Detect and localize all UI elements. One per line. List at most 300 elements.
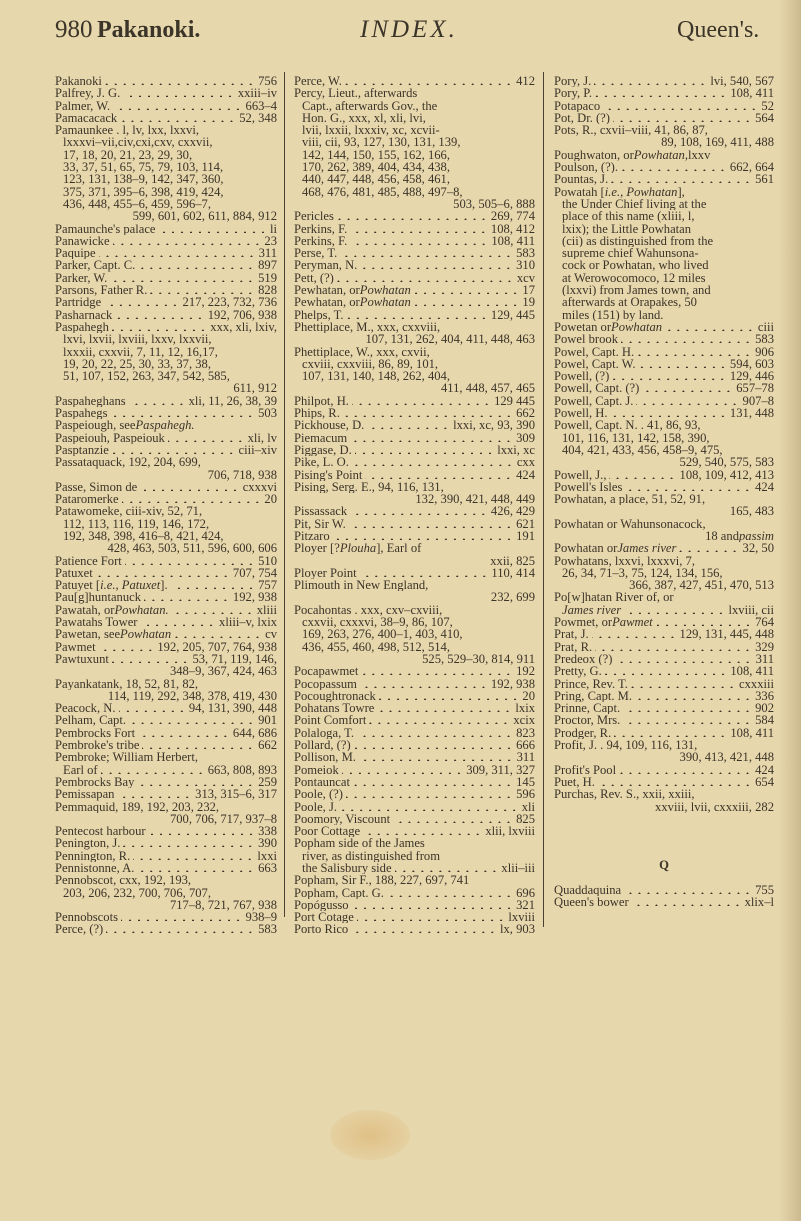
entry-text: Pring, Capt. M.	[554, 689, 633, 703]
page-references: 192	[516, 665, 535, 678]
index-column-3-lines	[554, 75, 774, 813]
entry-italic-text: Powhatan	[359, 296, 411, 309]
entry-text: Prinne, Capt.	[554, 702, 621, 715]
index-entry	[55, 75, 277, 87]
dot-leader	[592, 628, 677, 638]
index-entry	[55, 727, 277, 739]
page-references: 662	[258, 739, 277, 752]
entry-text: 366, 387, 427, 451, 470, 513	[629, 579, 774, 592]
entry-text: 611, 912	[233, 382, 277, 395]
dot-leader	[350, 432, 513, 442]
index-entry-line	[55, 149, 277, 161]
index-entry	[554, 87, 774, 99]
entry-text: Pembrocks Fort	[55, 726, 136, 740]
index-entry	[554, 690, 774, 702]
entry-italic-text: Powhatan.	[114, 603, 169, 617]
page-references: 621	[516, 517, 535, 530]
entry-text: Pett, (?)	[294, 271, 334, 285]
index-entry	[55, 714, 277, 726]
index-entry-line	[294, 370, 535, 382]
index-entry	[294, 407, 535, 419]
entry-italic-text: Pawmet	[612, 616, 653, 629]
entry-text: 404, 421, 433, 456, 458–9, 475,	[562, 443, 723, 457]
index-entry-line	[55, 358, 277, 370]
index-entry	[554, 616, 774, 628]
index-entry	[554, 358, 774, 370]
index-entry	[55, 481, 277, 493]
index-entry-line	[55, 346, 277, 358]
page-references: lxxi, xc, 93, 390	[453, 419, 535, 432]
index-entry	[554, 764, 774, 776]
page-references: 108, 411	[730, 665, 774, 678]
dot-leader	[636, 395, 739, 405]
page-references: 596	[516, 788, 535, 801]
index-entry	[55, 407, 277, 419]
page-references: lxviii	[508, 911, 535, 924]
page-references: lx, 903	[500, 923, 535, 936]
entry-text: Paspeiouh, Paspeiouk	[55, 431, 165, 444]
page-references: xlii, lxviii	[485, 825, 535, 838]
entry-text: Pawatahs Tower	[55, 616, 138, 629]
entry-italic-text: i.e., Powhatan	[604, 185, 678, 198]
index-entry	[55, 678, 277, 690]
index-entry-line	[294, 112, 535, 124]
dot-leader	[123, 837, 255, 847]
page-references: 901	[258, 714, 277, 727]
entry-text: Pewhatan, or	[294, 296, 360, 309]
index-entry	[294, 456, 535, 468]
entry-text: Pennobscot, cxx, 192, 193,	[55, 874, 192, 887]
index-entry	[55, 100, 277, 112]
index-entry-line	[554, 604, 774, 616]
page-references: 108, 411	[730, 726, 774, 740]
entry-text: Pory, J.	[554, 75, 592, 88]
index-entry	[55, 911, 277, 923]
dot-leader	[123, 87, 235, 97]
entry-text: Powel, Capt. H.	[554, 345, 635, 358]
entry-text: Powell, Capt. J.	[554, 394, 634, 408]
entry-text: Pickhouse, D.	[294, 419, 365, 432]
dot-leader	[360, 259, 513, 269]
entry-text: 390, 413, 421, 448	[679, 751, 774, 764]
page-references: cxxxvi	[242, 480, 277, 494]
index-entry-line	[554, 247, 774, 259]
index-entry-line	[554, 296, 774, 308]
dot-leader	[122, 493, 262, 503]
dot-leader	[113, 100, 242, 110]
index-entry-line	[554, 198, 774, 210]
entry-text: Paspaheghans	[55, 394, 126, 408]
entry-text: 428, 463, 503, 511, 596, 600, 606	[107, 542, 277, 555]
entry-italic-text: Powhatan	[120, 628, 172, 641]
dot-leader	[365, 469, 513, 479]
entry-text: 440, 447, 448, 456, 458, 461,	[302, 173, 450, 186]
index-entry	[55, 235, 277, 247]
index-entry	[55, 862, 277, 874]
dot-leader	[350, 223, 488, 233]
dot-leader	[347, 309, 488, 319]
page-references: 108, 411	[491, 234, 535, 248]
entry-text: Prince, Rev. T.	[554, 677, 628, 690]
entry-text: Patawomeke, ciii-xiv, 52, 71,	[55, 505, 203, 518]
dot-leader	[113, 235, 262, 245]
entry-text: (lxxvi) from James town, and	[562, 284, 711, 297]
entry-text: Porto Rico	[294, 923, 349, 936]
index-entry	[294, 419, 535, 431]
entry-text: Powell, (?)	[554, 370, 610, 383]
entry-text: 436, 448, 455–6, 459, 596–7,	[63, 197, 211, 211]
dot-leader	[340, 247, 513, 257]
entry-text: Queen's bower	[554, 896, 629, 909]
page-references: 23	[264, 234, 277, 248]
dot-leader	[361, 665, 513, 675]
index-entry-line	[294, 358, 535, 370]
index-entry-line	[294, 136, 535, 148]
entry-text: Pollison, M.	[294, 751, 356, 764]
entry-text: supreme chief Wahunsona-	[562, 247, 699, 260]
section-letter-q: Q	[659, 857, 669, 872]
entry-italic-text: i.e., Patuxet	[100, 579, 161, 592]
page-references: 20	[522, 689, 535, 703]
entry-text: 525, 529–30, 814, 911	[422, 652, 535, 666]
dot-leader	[106, 923, 255, 933]
page-references: xlix–l	[744, 896, 774, 909]
dot-leader	[137, 862, 255, 872]
index-entry-continuation	[294, 198, 535, 210]
entry-text: Pory, P.	[554, 87, 593, 100]
index-entry	[554, 321, 774, 333]
index-entry	[554, 124, 774, 136]
entry-text: Powetan or	[554, 320, 612, 334]
page-references: 696	[516, 886, 535, 899]
page-references: ciii	[757, 320, 774, 334]
entry-text: Powhatans, lxxvi, lxxxvi, 7,	[554, 554, 695, 567]
page-references: 594, 603	[729, 357, 774, 371]
index-entry	[55, 628, 277, 640]
page-references: 94, 131, 390, 448	[188, 702, 277, 715]
index-entry	[294, 702, 535, 714]
entry-text: Pising's Point	[294, 468, 363, 481]
entry-text: 717–8, 721, 767, 938	[169, 898, 277, 912]
dot-leader	[379, 690, 520, 700]
index-entry	[294, 284, 535, 296]
index-entry	[55, 604, 277, 616]
entry-text: Powell, J.,	[554, 468, 607, 481]
index-entry	[294, 751, 535, 763]
dot-leader	[142, 739, 255, 749]
entry-text: Popham, Capt. G.	[294, 886, 384, 899]
dot-leader	[138, 727, 230, 737]
page-references: 583	[755, 333, 774, 346]
index-entry-line	[554, 223, 774, 235]
entry-text: Pennobscots	[55, 911, 118, 924]
entry-text: Pomeiok	[294, 763, 339, 776]
index-entry-line	[294, 161, 535, 173]
entry-text: 112, 113, 116, 119, 146, 172,	[63, 517, 210, 530]
dot-leader	[354, 739, 513, 749]
entry-text: Pocoughtronack	[294, 689, 376, 703]
entry-text: 142, 144, 150, 155, 162, 166,	[302, 148, 450, 162]
entry-text: Capt., afterwards Gov., the	[302, 99, 438, 112]
entry-text: cxxvii, cxxxvi, 38–9, 86, 107,	[302, 616, 453, 629]
entry-text-after: ], Earl of	[376, 542, 422, 555]
entry-text: Pawtuxunt	[55, 652, 109, 666]
index-entry	[294, 911, 535, 923]
entry-text: Pau[g]huntanuck	[55, 591, 142, 604]
page-references: 192, 706, 938	[207, 308, 277, 321]
index-entry	[294, 887, 535, 899]
dot-leader	[395, 862, 499, 872]
entry-text: Payankatank, 18, 52, 81, 82,	[55, 677, 199, 690]
dot-leader	[598, 776, 752, 786]
index-entry	[294, 259, 535, 271]
dot-leader	[101, 764, 205, 774]
index-entry	[294, 690, 535, 702]
entry-text: Passataquack, 192, 204, 699,	[55, 456, 201, 469]
index-entry	[554, 665, 774, 677]
entry-text: cxviii, cxxviii, 86, 89, 101,	[302, 357, 439, 371]
index-entry	[294, 469, 535, 481]
entry-text: Paquipe	[55, 247, 96, 260]
index-entry	[55, 850, 277, 862]
dot-leader	[351, 923, 497, 933]
index-entry-line	[294, 100, 535, 112]
index-entry	[554, 481, 774, 493]
dot-leader	[632, 896, 742, 906]
index-entry	[554, 727, 774, 739]
index-entry	[554, 370, 774, 382]
page-references: 20	[264, 493, 277, 506]
entry-text: Powatah [	[554, 185, 605, 198]
index-entry	[554, 896, 774, 908]
index-entry-continuation	[55, 813, 277, 825]
page-references: 663, 808, 893	[207, 763, 277, 776]
entry-text: Parker, W.	[55, 271, 108, 285]
index-entry-continuation	[55, 382, 277, 394]
entry-text: 107, 131, 140, 148, 262, 404,	[302, 370, 450, 383]
index-entry-line	[294, 149, 535, 161]
index-entry	[55, 801, 277, 813]
page-references: 131, 448	[729, 407, 774, 420]
dot-leader	[363, 825, 482, 835]
index-entry-line	[554, 284, 774, 296]
entry-text: Pembroke; William Herbert,	[55, 751, 199, 764]
entry-text: place of this name (xliii, l,	[562, 210, 695, 223]
index-entry-line	[294, 850, 535, 862]
page-references: 192, 938	[490, 677, 535, 690]
dot-leader	[639, 358, 727, 368]
index-entry	[55, 309, 277, 321]
index-entry-line	[294, 862, 535, 874]
entry-text: Perce, (?)	[55, 923, 104, 936]
page-references: xcix	[513, 714, 535, 727]
entry-text: Pots, R., cxvii–viii, 41, 86, 87,	[554, 124, 708, 137]
entry-text: Pamaunkee . l, lv, lxx, lxxvi,	[55, 124, 199, 137]
entry-text: Polaloga, T.	[294, 726, 355, 740]
entry-text: Pennistonne, A.	[55, 862, 135, 875]
running-head-left: Pakanoki.	[97, 17, 201, 43]
entry-text: 132, 390, 421, 448, 449	[415, 493, 535, 506]
index-entry-line	[55, 887, 277, 899]
entry-text: Phips, R.	[294, 407, 340, 420]
dot-leader	[623, 702, 752, 712]
entry-text: Pontauncat	[294, 775, 350, 789]
dot-leader	[605, 665, 728, 675]
page-references: 313, 315–6, 317	[195, 788, 277, 801]
index-entry	[554, 186, 774, 198]
dot-leader	[105, 75, 255, 85]
dot-leader	[349, 518, 513, 528]
dot-leader	[115, 309, 204, 319]
dot-leader	[138, 259, 255, 269]
entry-text: Proctor, Mrs.	[554, 714, 621, 727]
index-entry	[554, 542, 774, 554]
page-references: 310	[516, 259, 535, 272]
index-entry	[294, 542, 535, 554]
entry-text-after: lxxv	[688, 148, 711, 162]
page-references: 52	[761, 99, 774, 112]
entry-text: Popham side of the James	[294, 837, 425, 850]
page-references: 584	[755, 714, 774, 727]
entry-text: Pawetan, see	[55, 628, 121, 641]
page-references: 311	[258, 247, 277, 260]
index-entry-line	[55, 186, 277, 198]
dot-leader	[377, 702, 512, 712]
entry-text: Pohatans Towre	[294, 702, 375, 715]
entry-text: Philpot, H.	[294, 394, 349, 408]
dot-leader	[110, 407, 255, 417]
entry-text: Ployer Point	[294, 566, 357, 580]
page-references: 564	[755, 111, 774, 125]
entry-text: 18 and	[705, 529, 739, 543]
index-entry	[55, 223, 277, 235]
entry-text: Patuyet [	[55, 579, 101, 592]
index-entry	[294, 788, 535, 800]
entry-text: at Werowocomoco, 12 miles	[562, 271, 706, 285]
index-entry-continuation	[294, 333, 535, 345]
page-references: 32, 50	[742, 542, 774, 555]
page-references: 906	[755, 345, 774, 358]
entry-text: Powell, H.	[554, 407, 608, 420]
index-entry	[55, 616, 277, 628]
index-entry-line	[55, 161, 277, 173]
index-entry	[55, 272, 277, 284]
page-references: 338	[258, 825, 277, 838]
dot-leader	[367, 419, 450, 429]
index-entry-line	[554, 432, 774, 444]
page-references: 503	[258, 407, 277, 420]
entry-text: Penington, J.	[55, 837, 121, 850]
entry-text: Paspahegs	[55, 407, 108, 420]
index-entry	[294, 579, 535, 591]
index-entry	[294, 776, 535, 788]
dot-leader	[615, 653, 752, 663]
entry-text: Pountas, J.	[554, 173, 609, 186]
dot-leader	[342, 764, 463, 774]
entry-text: Puet, H.	[554, 775, 595, 789]
entry-italic-text: Plouha	[339, 542, 377, 555]
page-references: 259	[258, 775, 277, 789]
page-references: xxx, xli, lxiv,	[210, 320, 277, 334]
index-entry	[554, 346, 774, 358]
index-entry-line	[55, 530, 277, 542]
entry-text: 19, 20, 22, 25, 30, 33, 37, 38,	[63, 357, 211, 371]
dot-leader	[333, 530, 513, 540]
page-references: 654	[755, 775, 774, 789]
dot-leader	[137, 776, 255, 786]
dot-leader	[595, 87, 727, 97]
index-entry	[55, 702, 277, 714]
page-references: 129, 131, 445, 448	[679, 628, 774, 641]
page-references: 907–8	[742, 394, 774, 408]
index-entry	[294, 899, 535, 911]
dot-leader	[631, 678, 736, 688]
entry-text: lxxxvi–vii,civ,cxi,cxv, cxxvii,	[63, 136, 213, 149]
index-entry	[55, 444, 277, 456]
index-entry	[55, 259, 277, 271]
page-references: xliii	[256, 603, 277, 617]
index-entry-line	[55, 198, 277, 210]
entry-text: 33, 37, 51, 65, 75, 79, 103, 114,	[63, 161, 224, 174]
entry-italic-text: Powhatan	[611, 320, 663, 334]
dot-leader	[360, 567, 489, 577]
index-entry	[554, 173, 774, 185]
index-entry-line	[55, 518, 277, 530]
index-entry-continuation	[294, 555, 535, 567]
page-references: 902	[755, 702, 774, 715]
entry-text: Earl of	[63, 763, 98, 776]
entry-text: Pike, L. O.	[294, 456, 349, 469]
index-entry	[55, 87, 277, 99]
entry-text: the Under Chief living at the	[562, 197, 707, 211]
page-references: 757	[258, 579, 277, 592]
entry-text: Pretty, G.	[554, 665, 602, 678]
page-references: xlii–iii	[501, 862, 535, 875]
entry-text: Pericles	[294, 210, 334, 223]
index-entry-continuation	[554, 751, 774, 763]
page-references: 110, 414	[491, 566, 535, 580]
entry-text: Peryman, N.	[294, 259, 358, 272]
dot-leader	[119, 702, 186, 712]
index-entry	[55, 419, 277, 431]
entry-italic-text: James river	[562, 603, 622, 617]
dot-leader	[337, 272, 514, 282]
entry-text: 375, 371, 395–6, 398, 419, 424,	[63, 185, 224, 198]
page-references: 309	[516, 431, 535, 444]
running-head-title: INDEX.	[360, 16, 458, 43]
dot-leader	[369, 714, 510, 724]
index-entry	[294, 309, 535, 321]
page-references: 424	[755, 480, 774, 494]
page-references: 662	[516, 407, 535, 420]
entry-text: Parker, Capt. C.	[55, 259, 136, 272]
entry-text: Powel, Capt. W.	[554, 357, 636, 371]
dot-leader	[635, 690, 752, 700]
page-references: 192, 205, 707, 764, 938	[157, 640, 277, 653]
page-references: 129 445	[494, 394, 535, 408]
entry-text: Powel brook	[554, 333, 619, 346]
index-entry-continuation	[554, 505, 774, 517]
entry-text: Poole, J.	[294, 800, 338, 813]
index-entry	[55, 493, 277, 505]
entry-text: 170, 262, 389, 404, 434, 438,	[302, 161, 450, 174]
dot-leader	[595, 641, 752, 651]
index-entry	[554, 469, 774, 481]
page-references: 217, 223, 732, 736	[182, 296, 277, 309]
page-references: lxviii, cii	[728, 603, 774, 617]
dot-leader	[129, 395, 186, 405]
page-references: 583	[516, 247, 535, 260]
